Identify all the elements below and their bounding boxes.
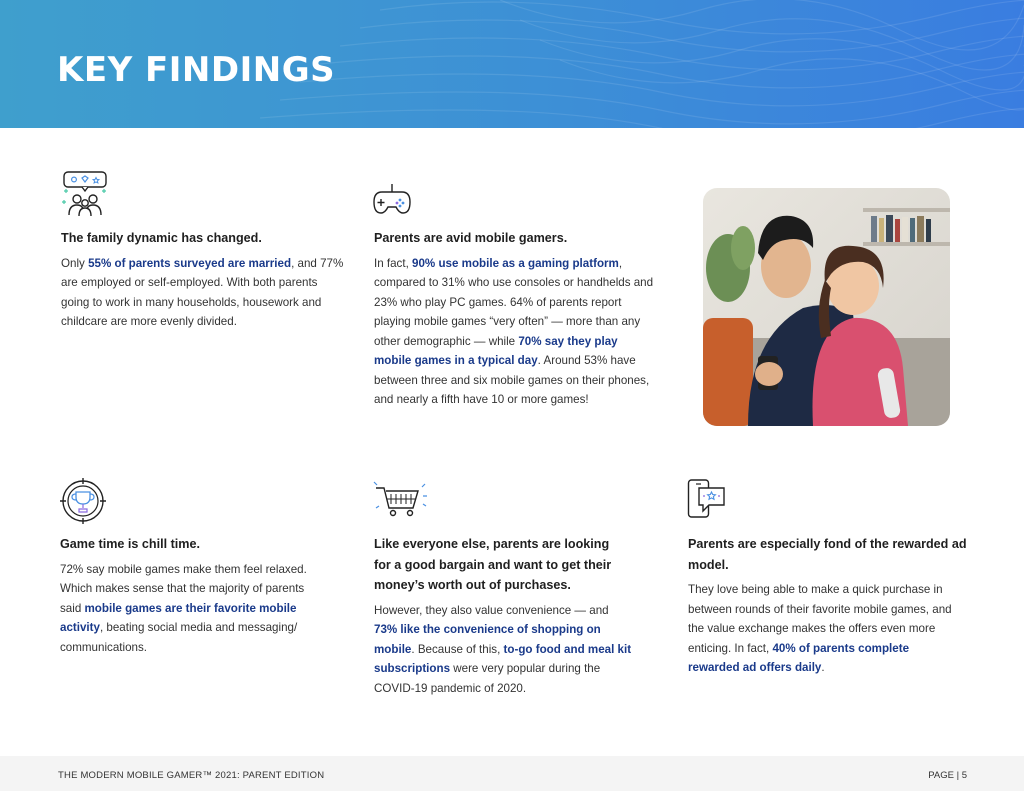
text-run: . Around 53% have between three and six mobile games on their phones, and nearly a fifth have 10 or more games!: [374, 354, 650, 406]
header-banner: [0, 0, 1024, 128]
text-run: They love being able to make a quick purchase in between rounds of their favorite mobile games, and the value exchange makes the offers even more enticing. In fact,: [688, 583, 952, 655]
finding-heading: Parents are avid mobile gamers.: [374, 231, 568, 245]
page-title: KEY FINDINGS: [57, 50, 336, 90]
page-footer: [0, 756, 1024, 791]
highlight-stat: 90% use mobile as a gaming platform: [412, 256, 619, 270]
text-run: were very popular during the COVID-19 pandemic of 2020.: [374, 662, 601, 695]
text-run: , compared to 31% who use consoles or handhelds and 23% who play PC games. 64% of parents report playing mobile games “very often” — more than any other demographic — while: [374, 256, 654, 348]
finding-heading: Like everyone else, parents are looking for a good bargain and want to get their money’s worth out of purchases.: [374, 537, 612, 592]
page-number: PAGE | 5: [928, 770, 967, 781]
text-run: In fact,: [374, 256, 413, 270]
finding-gamers: [374, 228, 659, 410]
highlight-stat: mobile games are their favorite mobile activity: [60, 601, 297, 634]
finding-heading: The family dynamic has changed.: [61, 231, 262, 245]
finding-heading: Parents are especially fond of the rewarded ad model.: [688, 537, 967, 572]
text-run: 72% say mobile games make them feel relaxed. Which makes sense that the majority of parents said: [60, 562, 307, 615]
gamepad-icon: [372, 182, 412, 216]
footer-publication-title: THE MODERN MOBILE GAMER™ 2021: PARENT EDITION: [58, 770, 325, 781]
text-run: Only: [61, 256, 89, 270]
highlight-stat: 70% say they play mobile games in a typical day: [374, 334, 618, 367]
shopping-cart-icon: [373, 480, 429, 518]
text-run: , beating social media and messaging/ communications.: [60, 621, 298, 654]
finding-chill: [60, 534, 345, 657]
finding-heading: Game time is chill time.: [60, 537, 200, 551]
family-icon: [60, 170, 110, 218]
highlight-stat: 73% like the convenience of shopping on mobile: [374, 623, 601, 656]
text-run: , and 77% are employed or self-employed. With both parents going to work in many households, housework and childcare are more evenly divided.: [61, 256, 344, 328]
text-run: However, they also value convenience — and: [374, 603, 609, 617]
highlight-stat: to-go food and meal kit subscriptions: [374, 642, 632, 675]
finding-body: [60, 560, 322, 658]
parent-child-photo: [703, 188, 950, 426]
finding-body: [688, 580, 960, 678]
trophy-target-icon: [60, 478, 106, 524]
highlight-stat: 55% of parents surveyed are married: [88, 256, 292, 270]
highlight-stat: 40% of parents complete rewarded ad offers daily: [688, 641, 910, 674]
finding-family: [61, 228, 346, 332]
text-run: . Because of this,: [411, 642, 504, 656]
finding-bargain: [374, 534, 634, 698]
text-run: .: [821, 661, 825, 674]
finding-body: [61, 254, 346, 332]
phone-reward-icon: [687, 478, 727, 520]
finding-rewarded: [688, 534, 973, 678]
finding-body: [374, 601, 632, 699]
finding-body: [374, 254, 654, 410]
